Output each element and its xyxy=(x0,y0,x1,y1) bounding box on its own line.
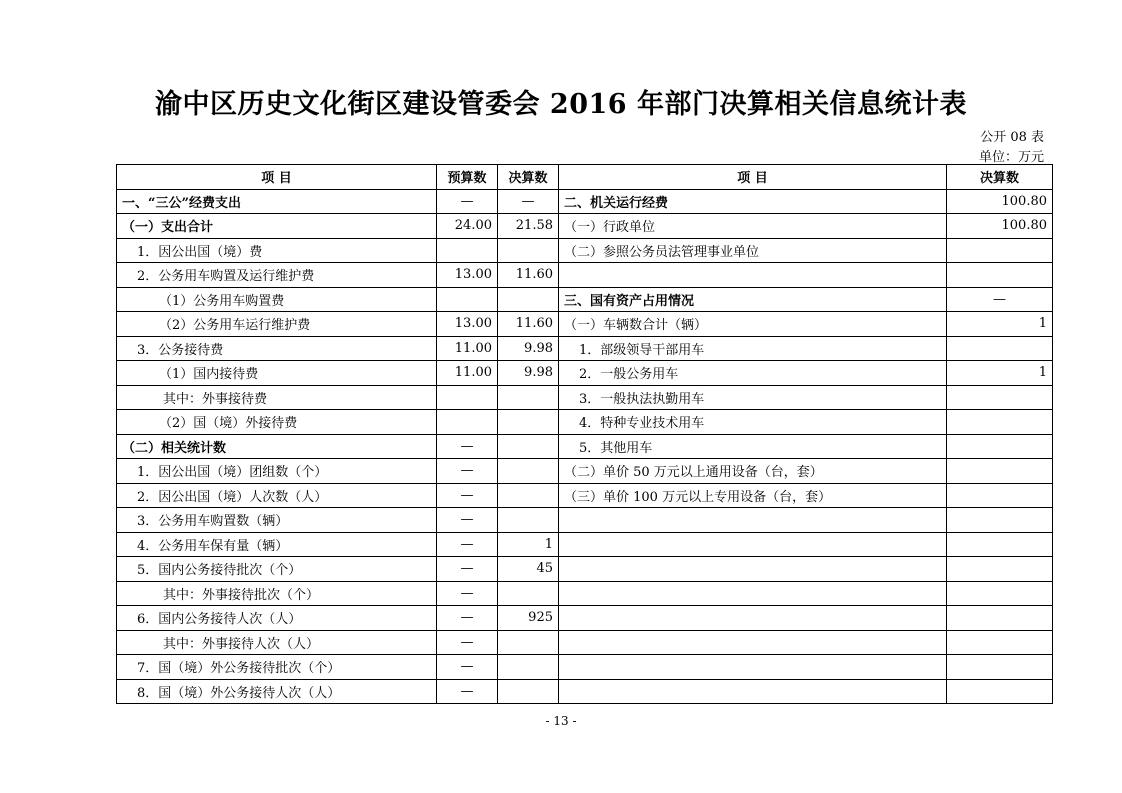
table-row xyxy=(117,336,1053,361)
final-value-right xyxy=(947,238,1053,263)
final-value-right xyxy=(947,434,1053,459)
left-item: 其中：外事接待批次（个） xyxy=(117,581,437,606)
final-value-left: 11.60 xyxy=(498,263,559,288)
table-row xyxy=(117,532,1053,557)
budget-value: 13.00 xyxy=(437,263,498,288)
final-value-right xyxy=(947,581,1053,606)
table-row xyxy=(117,655,1053,680)
final-value-left xyxy=(498,287,559,312)
table-row xyxy=(117,581,1053,606)
final-value-left xyxy=(498,434,559,459)
left-item: 其中：外事接待费 xyxy=(117,385,437,410)
table-row xyxy=(117,361,1053,386)
budget-value: 11.00 xyxy=(437,336,498,361)
left-item: 5．国内公务接待批次（个） xyxy=(117,557,437,582)
right-item xyxy=(559,606,947,631)
right-item: （一）车辆数合计（辆） xyxy=(559,312,947,337)
budget-value: 13.00 xyxy=(437,312,498,337)
right-item: 5．其他用车 xyxy=(559,434,947,459)
right-item xyxy=(559,581,947,606)
table-row xyxy=(117,508,1053,533)
statistics-table xyxy=(116,164,1053,704)
table-row xyxy=(117,483,1053,508)
final-value-right: — xyxy=(947,287,1053,312)
final-value-right xyxy=(947,483,1053,508)
page-number: - 13 - xyxy=(545,714,577,728)
table-row xyxy=(117,410,1053,435)
final-value-right xyxy=(947,557,1053,582)
final-value-right xyxy=(947,263,1053,288)
left-item: （1）国内接待费 xyxy=(117,361,437,386)
left-item: 2．公务用车购置及运行维护费 xyxy=(117,263,437,288)
budget-value: — xyxy=(437,189,498,214)
table-row xyxy=(117,287,1053,312)
budget-value xyxy=(437,287,498,312)
final-value-left: 1 xyxy=(498,532,559,557)
table-header-row xyxy=(117,165,1053,190)
table-row xyxy=(117,263,1053,288)
budget-value: 24.00 xyxy=(437,214,498,239)
final-value-left xyxy=(498,630,559,655)
table-row xyxy=(117,189,1053,214)
budget-value xyxy=(437,238,498,263)
left-item: 6．国内公务接待人次（人） xyxy=(117,606,437,631)
right-item: （二）参照公务员法管理事业单位 xyxy=(559,238,947,263)
header-final-right: 决算数 xyxy=(947,165,1053,190)
right-item xyxy=(559,263,947,288)
final-value-right xyxy=(947,410,1053,435)
final-value-left: — xyxy=(498,189,559,214)
final-value-right xyxy=(947,336,1053,361)
budget-value: — xyxy=(437,581,498,606)
final-value-left: 11.60 xyxy=(498,312,559,337)
right-item xyxy=(559,508,947,533)
right-item: （二）单价 50 万元以上通用设备（台，套） xyxy=(559,459,947,484)
final-value-left: 45 xyxy=(498,557,559,582)
final-value-right xyxy=(947,655,1053,680)
right-item: 二、机关运行经费 xyxy=(559,189,947,214)
table-row xyxy=(117,630,1053,655)
header-budget: 预算数 xyxy=(437,165,498,190)
left-item: 3．公务用车购置数（辆） xyxy=(117,508,437,533)
right-item xyxy=(559,679,947,704)
left-item: （一）支出合计 xyxy=(117,214,437,239)
final-value-left xyxy=(498,483,559,508)
table-row xyxy=(117,214,1053,239)
header-item-right: 项 目 xyxy=(559,165,947,190)
final-value-left: 9.98 xyxy=(498,336,559,361)
budget-value: — xyxy=(437,483,498,508)
budget-value: — xyxy=(437,606,498,631)
final-value-left xyxy=(498,410,559,435)
table-row xyxy=(117,312,1053,337)
final-value-left xyxy=(498,679,559,704)
left-item: 8．国（境）外公务接待人次（人） xyxy=(117,679,437,704)
right-item: 三、国有资产占用情况 xyxy=(559,287,947,312)
left-item: （2）公务用车运行维护费 xyxy=(117,312,437,337)
final-value-right xyxy=(947,679,1053,704)
left-item: （1）公务用车购置费 xyxy=(117,287,437,312)
final-value-right: 100.80 xyxy=(947,214,1053,239)
table-row xyxy=(117,557,1053,582)
budget-value: — xyxy=(437,679,498,704)
final-value-right xyxy=(947,459,1053,484)
left-item: 其中：外事接待人次（人） xyxy=(117,630,437,655)
budget-value: 11.00 xyxy=(437,361,498,386)
final-value-right xyxy=(947,385,1053,410)
final-value-right: 100.80 xyxy=(947,189,1053,214)
left-item: 1．因公出国（境）费 xyxy=(117,238,437,263)
budget-value: — xyxy=(437,557,498,582)
table-row xyxy=(117,385,1053,410)
budget-value: — xyxy=(437,459,498,484)
final-value-left xyxy=(498,655,559,680)
header-item-left: 项 目 xyxy=(117,165,437,190)
left-item: （2）国（境）外接待费 xyxy=(117,410,437,435)
final-value-right xyxy=(947,508,1053,533)
final-value-right: 1 xyxy=(947,312,1053,337)
right-item: 4．特种专业技术用车 xyxy=(559,410,947,435)
table-row xyxy=(117,679,1053,704)
budget-value: — xyxy=(437,630,498,655)
final-value-left xyxy=(498,459,559,484)
table-row xyxy=(117,434,1053,459)
right-item: （三）单价 100 万元以上专用设备（台，套） xyxy=(559,483,947,508)
right-item: 1．部级领导干部用车 xyxy=(559,336,947,361)
final-value-left: 9.98 xyxy=(498,361,559,386)
right-item: 2．一般公务用车 xyxy=(559,361,947,386)
final-value-right: 1 xyxy=(947,361,1053,386)
final-value-left xyxy=(498,238,559,263)
budget-value xyxy=(437,385,498,410)
left-item: 3．公务接待费 xyxy=(117,336,437,361)
unit-label: 单位：万元 xyxy=(978,150,1044,165)
final-value-right xyxy=(947,532,1053,557)
left-item: 2．因公出国（境）人次数（人） xyxy=(117,483,437,508)
left-item: 一、“三公”经费支出 xyxy=(117,189,437,214)
final-value-right xyxy=(947,630,1053,655)
budget-value xyxy=(437,410,498,435)
final-value-left: 21.58 xyxy=(498,214,559,239)
right-item: 3．一般执法执勤用车 xyxy=(559,385,947,410)
header-final-left: 决算数 xyxy=(498,165,559,190)
final-value-left xyxy=(498,385,559,410)
table-row xyxy=(117,238,1053,263)
final-value-right xyxy=(947,606,1053,631)
right-item xyxy=(559,655,947,680)
budget-value: — xyxy=(437,434,498,459)
right-item xyxy=(559,557,947,582)
budget-value: — xyxy=(437,508,498,533)
left-item: 7．国（境）外公务接待批次（个） xyxy=(117,655,437,680)
table-row xyxy=(117,459,1053,484)
right-item xyxy=(559,532,947,557)
left-item: 4．公务用车保有量（辆） xyxy=(117,532,437,557)
page-title: 渝中区历史文化街区建设管委会 2016 年部门决算相关信息统计表 xyxy=(155,89,967,120)
right-item: （一）行政单位 xyxy=(559,214,947,239)
final-value-left: 925 xyxy=(498,606,559,631)
right-item xyxy=(559,630,947,655)
budget-value: — xyxy=(437,655,498,680)
form-number: 公开 08 表 xyxy=(980,130,1044,145)
final-value-left xyxy=(498,508,559,533)
budget-value: — xyxy=(437,532,498,557)
table-row xyxy=(117,606,1053,631)
left-item: （二）相关统计数 xyxy=(117,434,437,459)
left-item: 1．因公出国（境）团组数（个） xyxy=(117,459,437,484)
final-value-left xyxy=(498,581,559,606)
